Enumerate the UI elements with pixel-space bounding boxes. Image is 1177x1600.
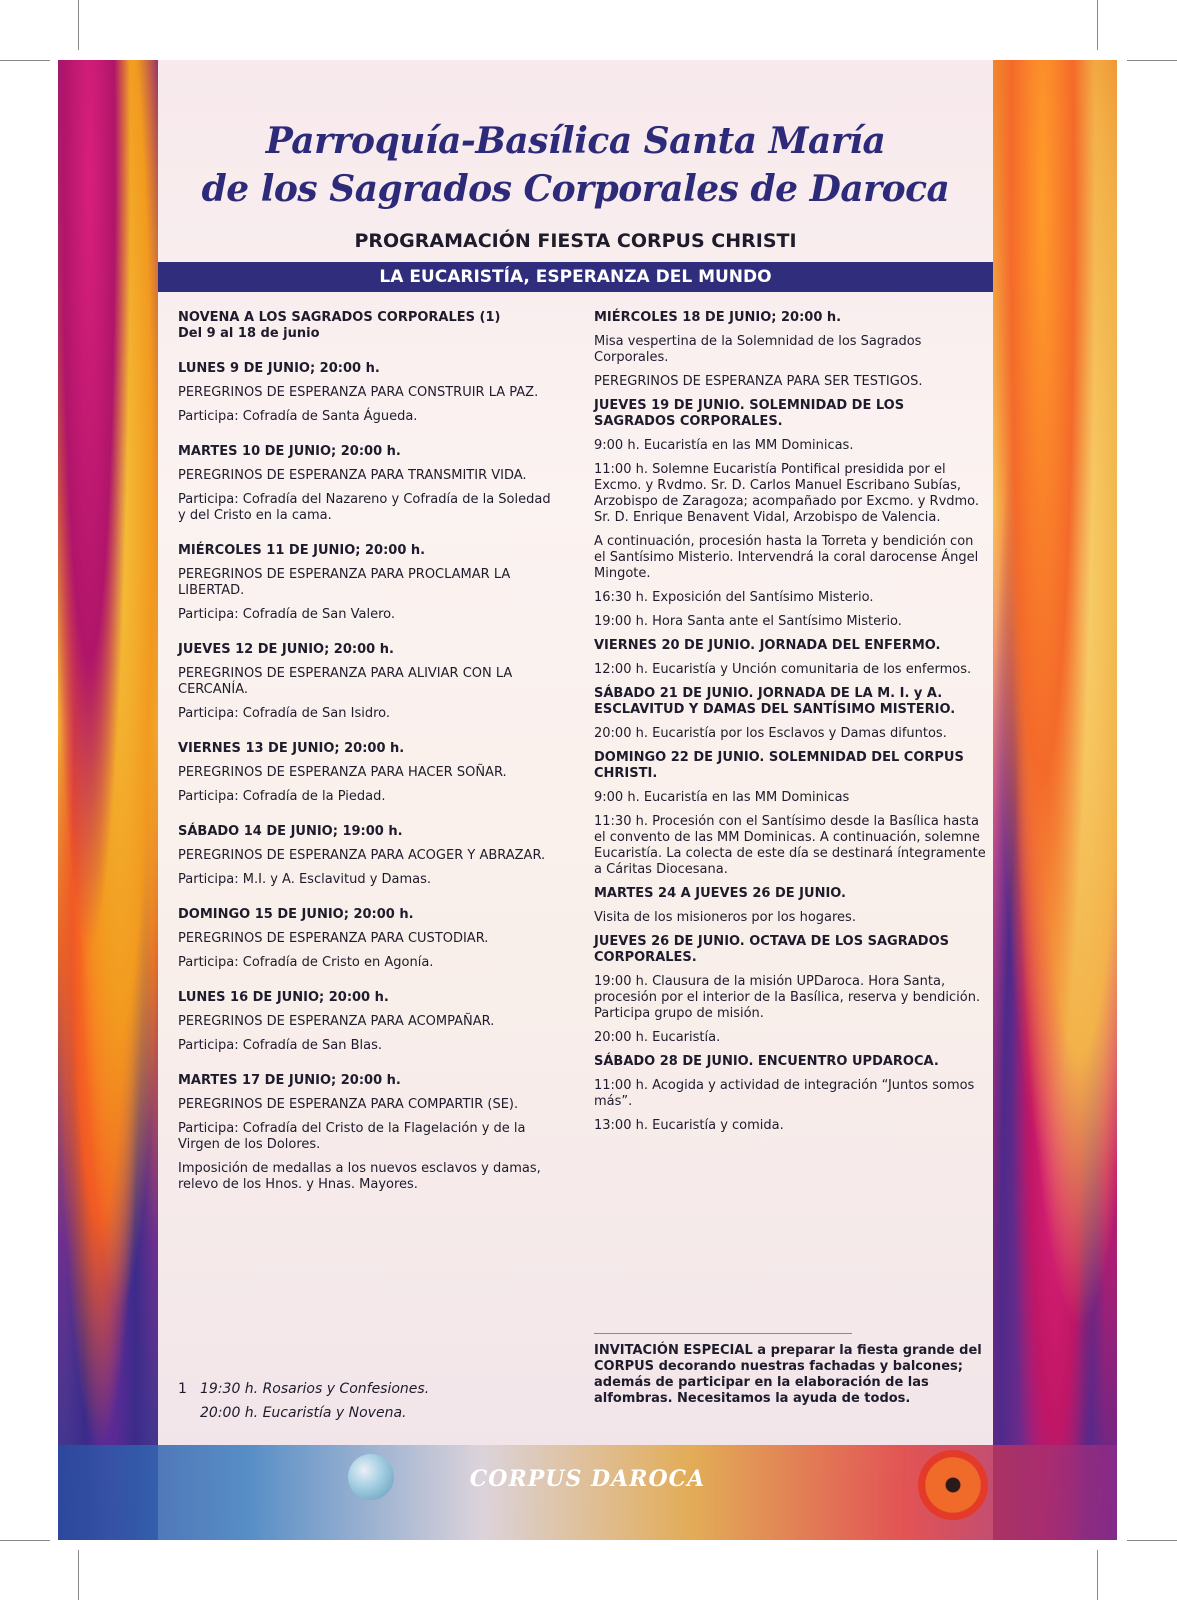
page-title-line1: Parroquía-Basílica Santa María [265,120,886,162]
stained-glass-left [58,60,162,1540]
footnote-line2: 20:00 h. Eucaristía y Novena. [200,1405,407,1421]
block-heading: SÁBADO 21 DE JUNIO. JORNADA DE LA M. I. y A. ESCLAVITUD Y DAMAS DEL SANTÍSIMO MISTERIO. [594,686,956,717]
novena-day [178,623,562,722]
page-title-line2: de los Sagrados Corporales de Daroca [201,168,950,210]
day-theme: PEREGRINOS DE ESPERANZA PARA CONSTRUIR LA PAZ. [178,385,539,400]
left-column [178,310,562,1193]
block-item: 11:30 h. Procesión con el Santísimo desde la Basílica hasta el convento de las MM Dominicas. A continuación, solemne Eucaristía. La colecta de este día se destinará íntegramente a Cáritas Diocesana. [594,814,986,877]
day-heading: SÁBADO 14 DE JUNIO; 19:00 h. [178,824,403,839]
day-participants: Participa: M.I. y A. Esclavitud y Damas. [178,872,432,887]
program-block [594,630,986,678]
novena-extra-note: Imposición de medallas a los nuevos esclavos y damas, relevo de los Hnos. y Hnas. Mayores. [178,1161,541,1192]
novena-heading: NOVENA A LOS SAGRADOS CORPORALES (1) [178,310,501,325]
day-theme: PEREGRINOS DE ESPERANZA PARA ALIVIAR CON LA CERCANÍA. [178,666,513,697]
day-heading: MARTES 10 DE JUNIO; 20:00 h. [178,444,401,459]
block-heading: VIERNES 20 DE JUNIO. JORNADA DEL ENFERMO. [594,638,941,653]
day-theme: PEREGRINOS DE ESPERANZA PARA ACOMPAÑAR. [178,1014,495,1029]
crop-mark [78,1550,79,1600]
block-heading: JUEVES 26 DE JUNIO. OCTAVA DE LOS SAGRADOS CORPORALES. [594,934,949,965]
block-item: Visita de los misioneros por los hogares. [594,910,856,925]
day-heading: LUNES 16 DE JUNIO; 20:00 h. [178,990,389,1005]
crop-mark [1127,1540,1177,1541]
program-block [594,310,986,390]
novena-day [178,1054,562,1153]
day-heading: DOMINGO 15 DE JUNIO; 20:00 h. [178,907,414,922]
day-theme: PEREGRINOS DE ESPERANZA PARA COMPARTIR (SE). [178,1097,519,1112]
day-heading: LUNES 9 DE JUNIO; 20:00 h. [178,361,380,376]
novena-days [178,342,562,1153]
block-heading: JUEVES 19 DE JUNIO. SOLEMNIDAD DE LOS SAGRADOS CORPORALES. [594,398,905,429]
day-participants: Participa: Cofradía de Santa Águeda. [178,409,418,424]
program-block [594,926,986,1046]
day-theme: PEREGRINOS DE ESPERANZA PARA ACOGER Y ABRAZAR. [178,848,546,863]
block-heading: MIÉRCOLES 18 DE JUNIO; 20:00 h. [594,310,842,325]
block-item: 11:00 h. Acogida y actividad de integración “Juntos somos más”. [594,1078,975,1109]
footnote-number: 1 [178,1381,187,1397]
crop-mark [0,60,50,61]
novena-day [178,805,562,888]
day-participants: Participa: Cofradía de la Piedad. [178,789,386,804]
stained-glass-right [993,60,1117,1540]
block-item: 12:00 h. Eucaristía y Unción comunitaria de los enfermos. [594,662,972,677]
program-block [594,1046,986,1134]
block-item: 20:00 h. Eucaristía por los Esclavos y Damas difuntos. [594,726,947,741]
block-item: 19:00 h. Hora Santa ante el Santísimo Misterio. [594,614,902,629]
special-invitation: INVITACIÓN ESPECIAL a preparar la fiesta grande del CORPUS decorando nuestras fachadas y balcones; además de participar en la elaboración de las alfombras. Necesitamos la ayuda de todos. [594,1343,982,1406]
crop-mark [0,1540,50,1541]
program-block [594,390,986,630]
day-heading: MIÉRCOLES 11 DE JUNIO; 20:00 h. [178,543,426,558]
block-heading: MARTES 24 A JUEVES 26 DE JUNIO. [594,886,846,901]
novena-day [178,722,562,805]
program-block [594,678,986,742]
right-column [594,310,986,1134]
novena-dates: Del 9 al 18 de junio [178,326,320,341]
block-item: 20:00 h. Eucaristía. [594,1030,721,1045]
crop-mark [1097,1550,1098,1600]
program-block [594,878,986,926]
day-theme: PEREGRINOS DE ESPERANZA PARA HACER SOÑAR. [178,765,507,780]
day-theme: PEREGRINOS DE ESPERANZA PARA CUSTODIAR. [178,931,489,946]
footnote-line1: 19:30 h. Rosarios y Confesiones. [200,1381,430,1397]
day-participants: Participa: Cofradía de Cristo en Agonía. [178,955,434,970]
block-heading: DOMINGO 22 DE JUNIO. SOLEMNIDAD DEL CORPUS CHRISTI. [594,750,964,781]
day-heading: MARTES 17 DE JUNIO; 20:00 h. [178,1073,401,1088]
day-heading: VIERNES 13 DE JUNIO; 20:00 h. [178,741,405,756]
motto-band: LA EUCARISTÍA, ESPERANZA DEL MUNDO [158,262,993,292]
footnote [178,1377,429,1425]
block-item: 9:00 h. Eucaristía en las MM Dominicas. [594,438,854,453]
day-participants: Participa: Cofradía de San Valero. [178,607,395,622]
block-item: 16:30 h. Exposición del Santísimo Misterio. [594,590,874,605]
crop-mark [1097,0,1098,50]
day-theme: PEREGRINOS DE ESPERANZA PARA PROCLAMAR LA LIBERTAD. [178,567,511,598]
block-heading: SÁBADO 28 DE JUNIO. ENCUENTRO UPDAROCA. [594,1054,939,1069]
day-participants: Participa: Cofradía del Cristo de la Flagelación y de la Virgen de los Dolores. [178,1121,526,1152]
divider-line [594,1333,852,1334]
crop-mark [78,0,79,50]
block-item: A continuación, procesión hasta la Torreta y bendición con el Santísimo Misterio. Intervendrá la coral darocense Ángel Mingote. [594,534,979,581]
day-heading: JUEVES 12 DE JUNIO; 20:00 h. [178,642,394,657]
novena-day [178,342,562,425]
day-theme: PEREGRINOS DE ESPERANZA PARA TRANSMITIR VIDA. [178,468,527,483]
poster [58,60,1117,1540]
day-participants: Participa: Cofradía de San Blas. [178,1038,383,1053]
block-item: 11:00 h. Solemne Eucaristía Pontifical presidida por el Excmo. y Rvdmo. Sr. D. Carlos Manuel Escribano Subías, Arzobispo de Zaragoza; acompañado por Excmo. y Rvdmo. Sr. D. Enrique Benavent Vidal, Arzobispo de Valencia. [594,462,980,525]
block-item: 13:00 h. Eucaristía y comida. [594,1118,784,1133]
novena-day [178,524,562,623]
block-item: 19:00 h. Clausura de la misión UPDaroca. Hora Santa, procesión por el interior de la Basílica, reserva y bendición. Participa grupo de misión. [594,974,981,1021]
block-item: PEREGRINOS DE ESPERANZA PARA SER TESTIGOS. [594,374,923,389]
corpus-daroca-logo: CORPUS DAROCA [469,1466,706,1492]
block-item: 9:00 h. Eucaristía en las MM Dominicas [594,790,850,805]
novena-day [178,425,562,524]
block-item: Misa vespertina de la Solemnidad de los Sagrados Corporales. [594,334,922,365]
novena-day [178,888,562,971]
program-block [594,742,986,878]
program-subtitle: PROGRAMACIÓN FIESTA CORPUS CHRISTI [354,230,797,252]
crop-mark [1127,60,1177,61]
day-participants: Participa: Cofradía del Nazareno y Cofradía de la Soledad y del Cristo en la cama. [178,492,551,523]
day-participants: Participa: Cofradía de San Isidro. [178,706,391,721]
novena-day [178,971,562,1054]
